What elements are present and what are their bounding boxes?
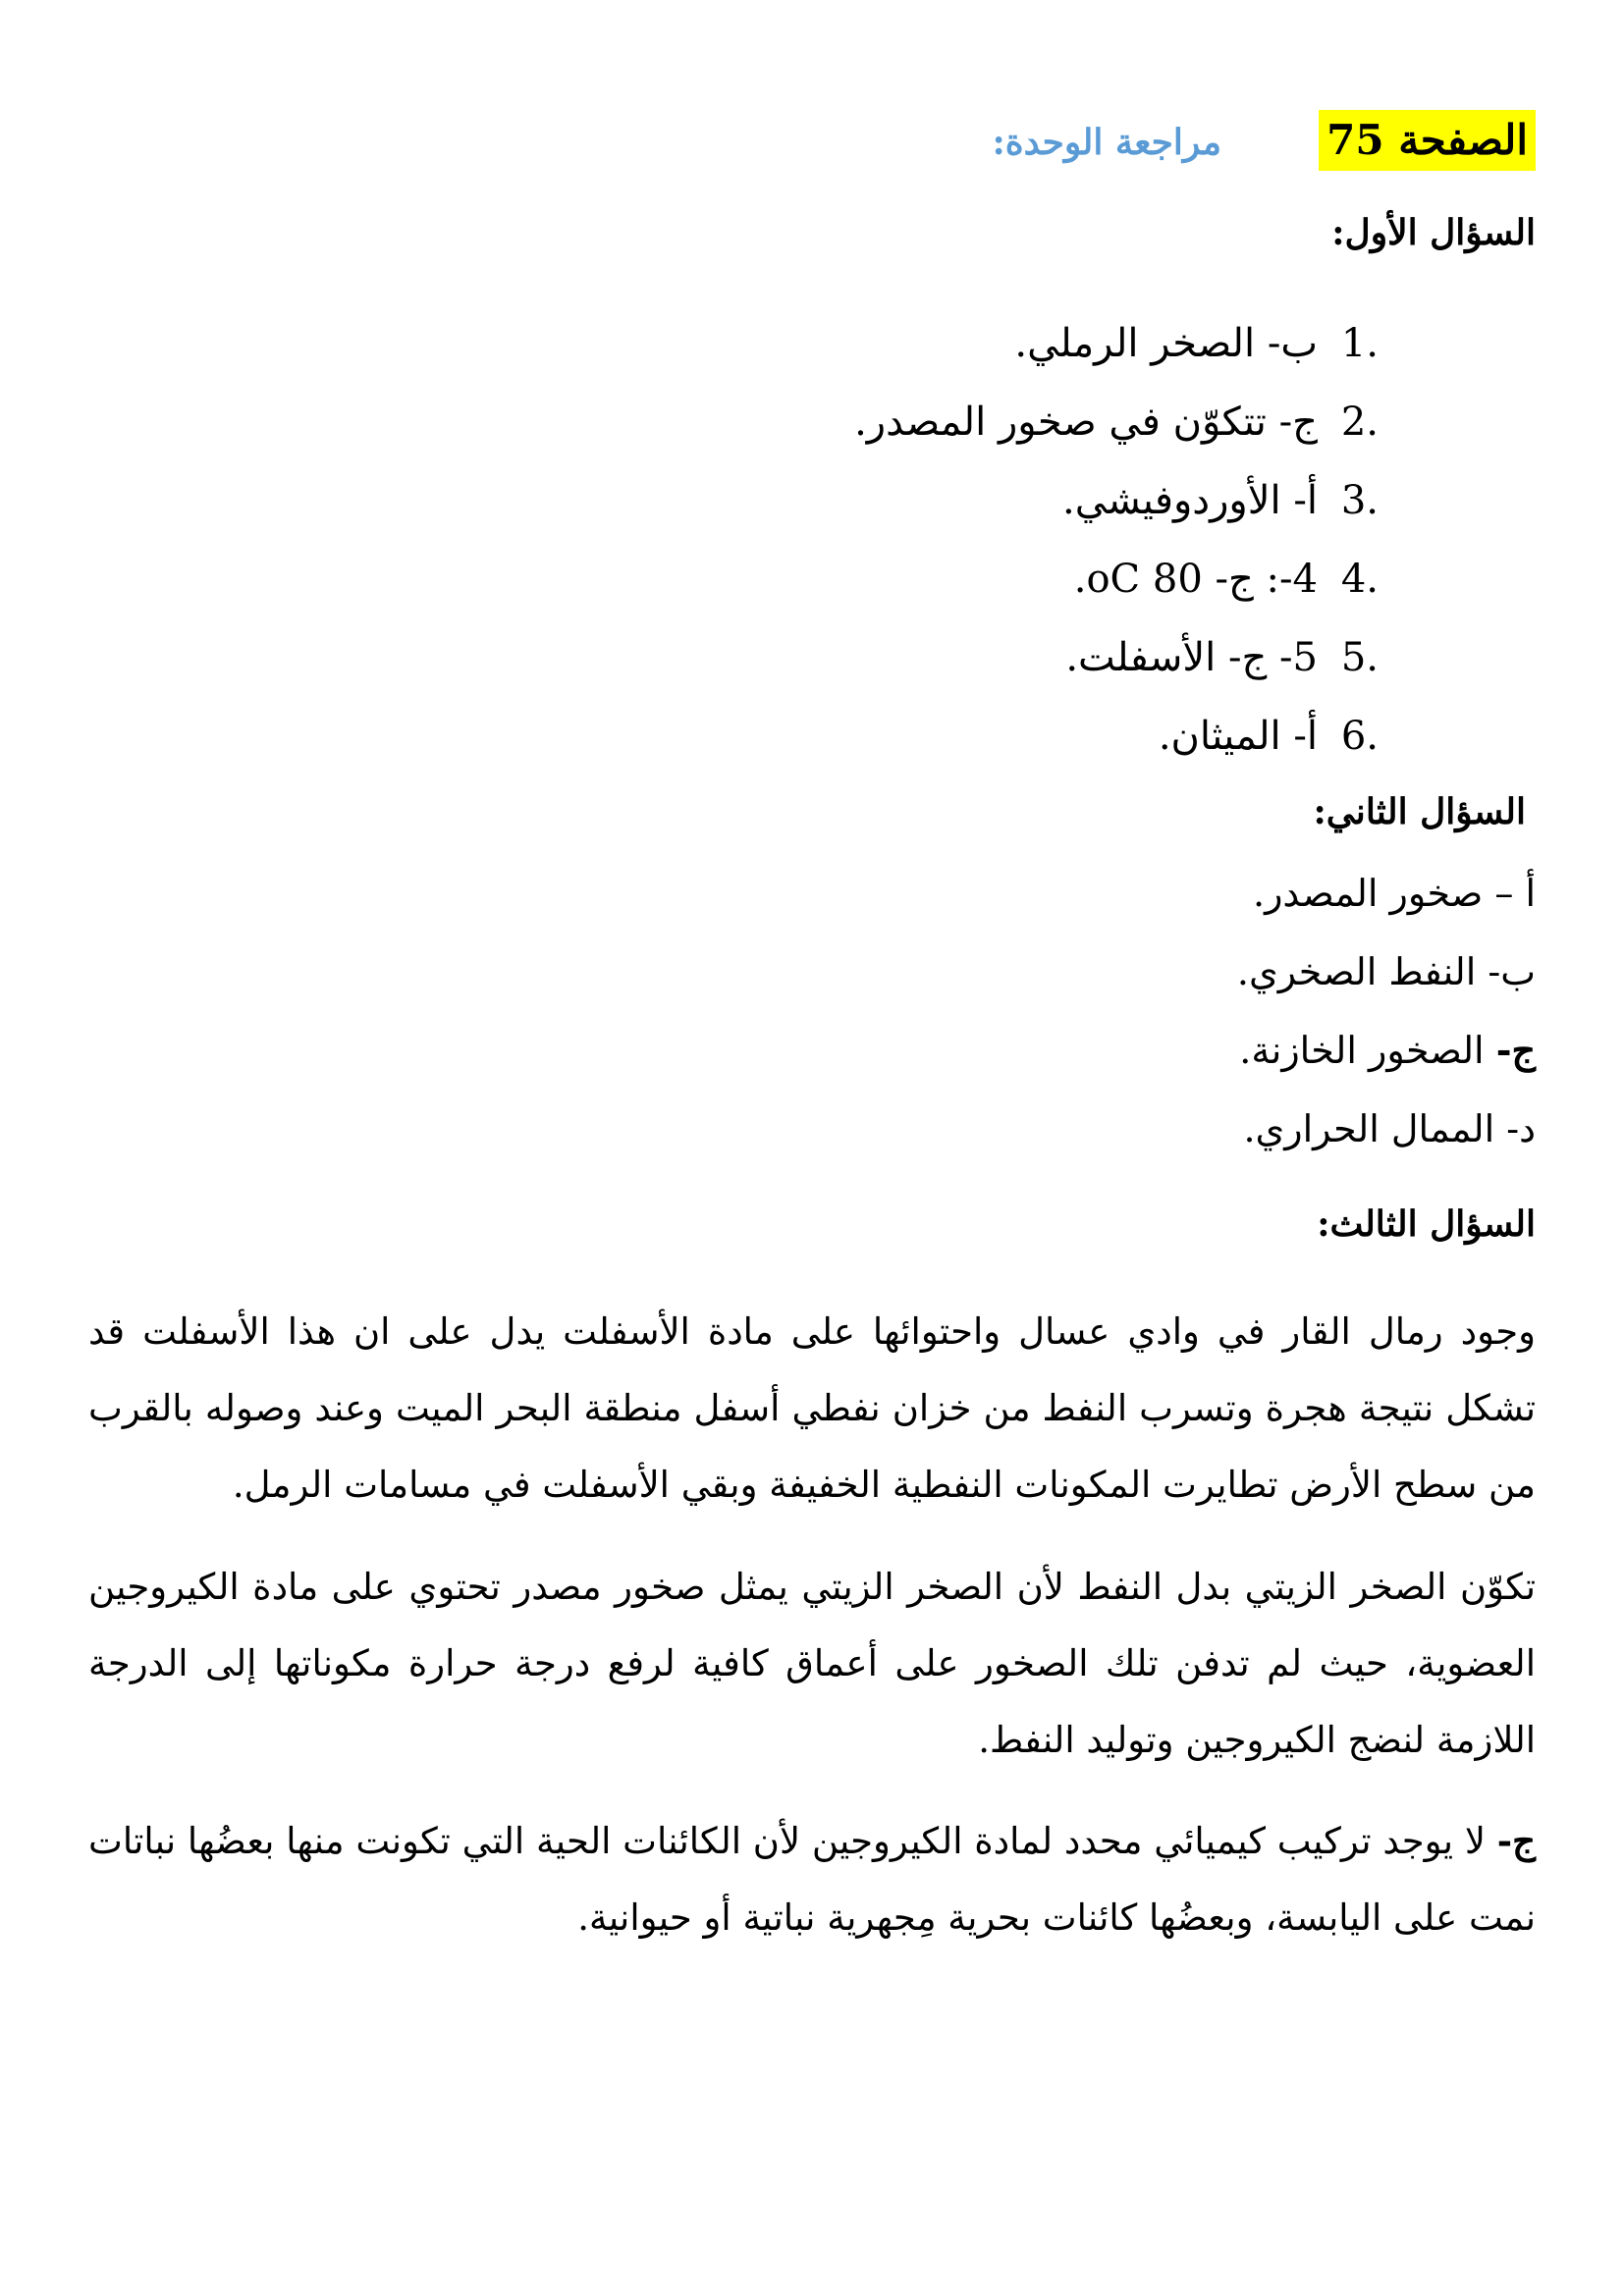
- answer-item: د- الممال الحراري.: [1243, 1107, 1536, 1150]
- question-3-paragraph-2: تكوّن الصخر الزيتي بدل النفط لأن الصخر الزيتي يمثل صخور مصدر تحتوي على مادة الكيروجين العضوية، حيث لم تدفن تلك الصخور على أعماق كافية لرفع درجة حرارة مكوناتها إلى الدرجة اللازمة لنضج الكيروجين وتوليد النفط.: [88, 1566, 1536, 1761]
- question-2-heading: السؤال الثاني:: [1313, 791, 1526, 832]
- answer-item: 5.5- ج- الأسفلت.: [1065, 635, 1379, 680]
- question-2-answers: [1237, 854, 1536, 1168]
- answer-item: 4.4-: ج- 80 oC.: [1073, 557, 1379, 602]
- question-3-paragraph-1: وجود رمال القار في وادي عسال واحتوائها على مادة الأسفلت يدل على ان هذا الأسفلت قد تشكل نتيجة هجرة وتسرب النفط من خزان نفطي أسفل منطقة البحر الميت وعند وصوله بالقرب من سطح الأرض تطايرت المكونات النفطية الخفيفة وبقي الأسفلت في مسامات الرمل.: [88, 1310, 1536, 1506]
- question-1-answers: [854, 304, 1379, 775]
- page-label: الصفحة 75: [1319, 110, 1536, 171]
- answer-item: ج- الصخور الخازنة.: [1239, 1028, 1536, 1072]
- answer-item: 2.ج- تتكوّن في صخور المصدر.: [854, 400, 1379, 445]
- answer-item: 6.أ- الميثان.: [1158, 714, 1379, 759]
- question-3-paragraph-3: ج- لا يوجد تركيب كيميائي محدد لمادة الكيروجين لأن الكائنات الحية التي تكونت منها بعضُها نباتات نمت على اليابسة، وبعضُها كائنات بحرية مِجهرية نباتية أو حيوانية.: [88, 1819, 1536, 1939]
- answer-item: 1.ب- الصخر الرملي.: [1014, 321, 1379, 366]
- answer-item: أ – صخور المصدر.: [1252, 872, 1536, 915]
- unit-review-title: مراجعة الوحدة:: [992, 122, 1221, 163]
- question-3-heading: السؤال الثالث:: [1317, 1203, 1536, 1245]
- answer-item: 3.أ- الأوردوفيشي.: [1062, 478, 1379, 523]
- question-1-heading: السؤال الأول:: [1331, 212, 1536, 253]
- answer-item: ب- النفط الصخري.: [1236, 950, 1536, 993]
